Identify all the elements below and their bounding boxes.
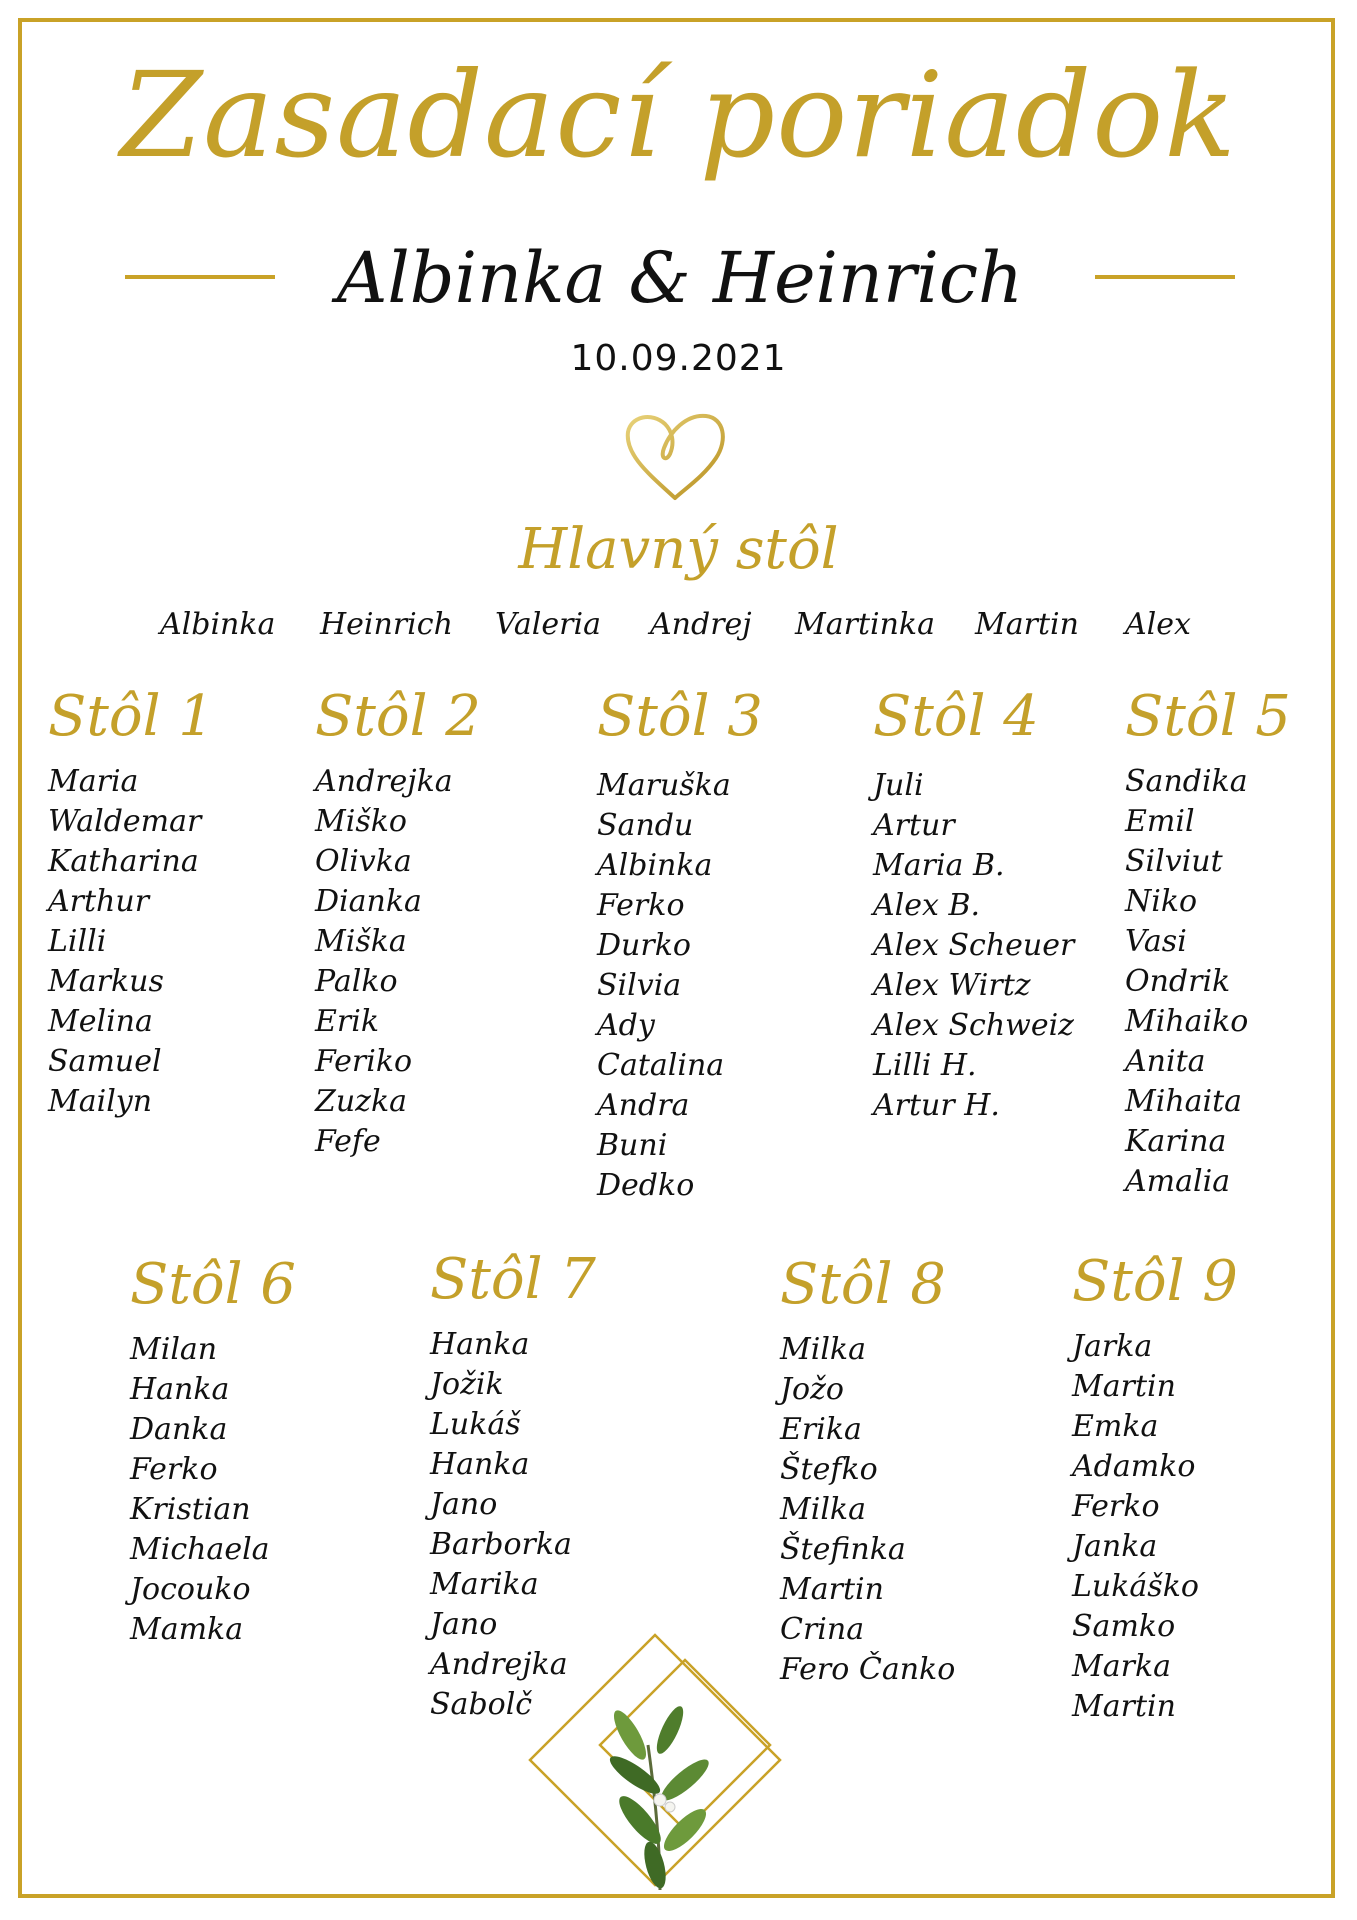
guest-name: Štefinka xyxy=(780,1532,906,1567)
guest-name: Alex Schweiz xyxy=(873,1008,1074,1043)
guest-name: Lukáš xyxy=(430,1407,521,1442)
guest-name: Marika xyxy=(430,1567,539,1602)
guest-name: Hanka xyxy=(130,1372,230,1407)
guest-name: Maria xyxy=(48,764,139,799)
guest-name: Hanka xyxy=(430,1447,530,1482)
guest-name: Barborka xyxy=(430,1527,572,1562)
guest-name: Emka xyxy=(1072,1409,1159,1444)
main-table-guests xyxy=(150,607,1210,657)
guest-name: Marka xyxy=(1072,1649,1172,1684)
guest-name: Sabolč xyxy=(430,1687,533,1722)
guest-name: Fero Čanko xyxy=(780,1652,956,1687)
guest-name: Arthur xyxy=(48,884,150,919)
guest-name: Durko xyxy=(597,928,691,963)
leaf-ornament-icon xyxy=(520,1625,790,1895)
guest-name: Mihaiko xyxy=(1125,1004,1249,1039)
main-guest: Alex xyxy=(1125,607,1191,642)
guest-name: Mailyn xyxy=(48,1084,153,1119)
table-5 xyxy=(1125,682,1291,1202)
couple-header xyxy=(125,235,1235,325)
table-title: Stôl 7 xyxy=(430,1247,596,1312)
table-9 xyxy=(1072,1247,1238,1727)
guest-name: Adamko xyxy=(1072,1449,1196,1484)
guest-name: Ondrik xyxy=(1125,964,1231,999)
main-guest: Albinka xyxy=(160,607,276,642)
guest-name: Fefe xyxy=(315,1124,381,1159)
heart-icon xyxy=(620,410,730,505)
guest-list xyxy=(597,766,763,1206)
guest-name: Erika xyxy=(780,1412,862,1447)
guest-name: Maria B. xyxy=(873,848,1005,883)
guest-name: Dedko xyxy=(597,1168,695,1203)
guest-name: Miška xyxy=(315,924,407,959)
guest-name: Samko xyxy=(1072,1609,1176,1644)
guest-name: Ady xyxy=(597,1008,655,1043)
main-guest: Valeria xyxy=(495,607,601,642)
main-table-title: Hlavný stôl xyxy=(518,517,839,582)
table-3 xyxy=(597,682,763,1206)
guest-name: Maruška xyxy=(597,768,731,803)
guest-name: Jano xyxy=(430,1487,498,1522)
guest-name: Crina xyxy=(780,1612,865,1647)
table-title: Stôl 9 xyxy=(1072,1249,1238,1314)
wedding-date: 10.09.2021 xyxy=(570,338,787,379)
guest-name: Albinka xyxy=(597,848,713,883)
guest-name: Ferko xyxy=(130,1452,218,1487)
guest-list xyxy=(1125,762,1291,1202)
guest-name: Jano xyxy=(430,1607,498,1642)
guest-name: Vasi xyxy=(1125,924,1187,959)
guest-name: Karina xyxy=(1125,1124,1227,1159)
guest-name: Martin xyxy=(1072,1369,1176,1404)
table-4 xyxy=(873,682,1074,1126)
guest-name: Katharina xyxy=(48,844,199,879)
guest-name: Sandika xyxy=(1125,764,1248,799)
guest-name: Erik xyxy=(315,1004,380,1039)
page-title: Zasadací poriadok xyxy=(120,46,1237,184)
guest-name: Ferko xyxy=(597,888,685,923)
guest-name: Martin xyxy=(1072,1689,1176,1724)
guest-name: Lukáško xyxy=(1072,1569,1199,1604)
guest-list xyxy=(780,1330,955,1690)
main-guest: Andrej xyxy=(650,607,752,642)
guest-name: Lilli xyxy=(48,924,107,959)
guest-name: Alex Scheuer xyxy=(873,928,1075,963)
guest-list xyxy=(130,1330,296,1650)
guest-name: Janka xyxy=(1072,1529,1158,1564)
guest-name: Mamka xyxy=(130,1612,244,1647)
table-6 xyxy=(130,1250,296,1650)
guest-name: Waldemar xyxy=(48,804,202,839)
guest-name: Lilli H. xyxy=(873,1048,977,1083)
right-divider xyxy=(1095,275,1235,279)
guest-name: Niko xyxy=(1125,884,1198,919)
guest-name: Andrejka xyxy=(430,1647,568,1682)
guest-name: Jožo xyxy=(780,1372,844,1407)
guest-list xyxy=(315,762,481,1162)
guest-name: Emil xyxy=(1125,804,1195,839)
table-8 xyxy=(780,1250,955,1690)
guest-name: Catalina xyxy=(597,1048,725,1083)
guest-name: Milan xyxy=(130,1332,218,1367)
table-2 xyxy=(315,682,481,1162)
table-title: Stôl 3 xyxy=(597,684,763,749)
guest-name: Kristian xyxy=(130,1492,251,1527)
guest-name: Martin xyxy=(780,1572,884,1607)
guest-name: Milka xyxy=(780,1492,866,1527)
guest-name: Artur xyxy=(873,808,955,843)
main-guest: Heinrich xyxy=(320,607,453,642)
couple-names: Albinka & Heinrich xyxy=(336,237,1024,319)
table-title: Stôl 8 xyxy=(780,1252,946,1317)
guest-name: Silvia xyxy=(597,968,682,1003)
guest-name: Zuzka xyxy=(315,1084,408,1119)
guest-name: Ferko xyxy=(1072,1489,1160,1524)
guest-name: Jarka xyxy=(1072,1329,1153,1364)
guest-name: Andrejka xyxy=(315,764,453,799)
guest-list xyxy=(873,766,1074,1126)
guest-name: Buni xyxy=(597,1128,668,1163)
guest-list xyxy=(48,762,214,1122)
guest-name: Andra xyxy=(597,1088,690,1123)
guest-name: Feriko xyxy=(315,1044,413,1079)
guest-name: Artur H. xyxy=(873,1088,1000,1123)
table-1 xyxy=(48,682,214,1122)
table-title: Stôl 4 xyxy=(873,684,1039,749)
guest-name: Štefko xyxy=(780,1452,878,1487)
guest-list xyxy=(1072,1327,1238,1727)
guest-name: Michaela xyxy=(130,1532,270,1567)
main-guest: Martinka xyxy=(795,607,935,642)
table-title: Stôl 5 xyxy=(1125,684,1291,749)
guest-name: Palko xyxy=(315,964,398,999)
guest-name: Sandu xyxy=(597,808,694,843)
guest-name: Jožik xyxy=(430,1367,504,1402)
main-guest: Martin xyxy=(975,607,1079,642)
guest-name: Milka xyxy=(780,1332,866,1367)
guest-name: Miško xyxy=(315,804,407,839)
guest-name: Danka xyxy=(130,1412,228,1447)
guest-name: Melina xyxy=(48,1004,153,1039)
guest-name: Dianka xyxy=(315,884,422,919)
guest-name: Olivka xyxy=(315,844,412,879)
table-title: Stôl 6 xyxy=(130,1252,296,1317)
guest-name: Jocouko xyxy=(130,1572,251,1607)
guest-name: Hanka xyxy=(430,1327,530,1362)
table-title: Stôl 2 xyxy=(315,684,481,749)
guest-name: Anita xyxy=(1125,1044,1206,1079)
guest-name: Silviut xyxy=(1125,844,1223,879)
guest-name: Juli xyxy=(873,768,924,803)
guest-name: Mihaita xyxy=(1125,1084,1243,1119)
guest-name: Markus xyxy=(48,964,164,999)
guest-name: Samuel xyxy=(48,1044,162,1079)
table-title: Stôl 1 xyxy=(48,684,214,749)
guest-name: Alex Wirtz xyxy=(873,968,1031,1003)
guest-name: Alex B. xyxy=(873,888,981,923)
guest-name: Amalia xyxy=(1125,1164,1231,1199)
